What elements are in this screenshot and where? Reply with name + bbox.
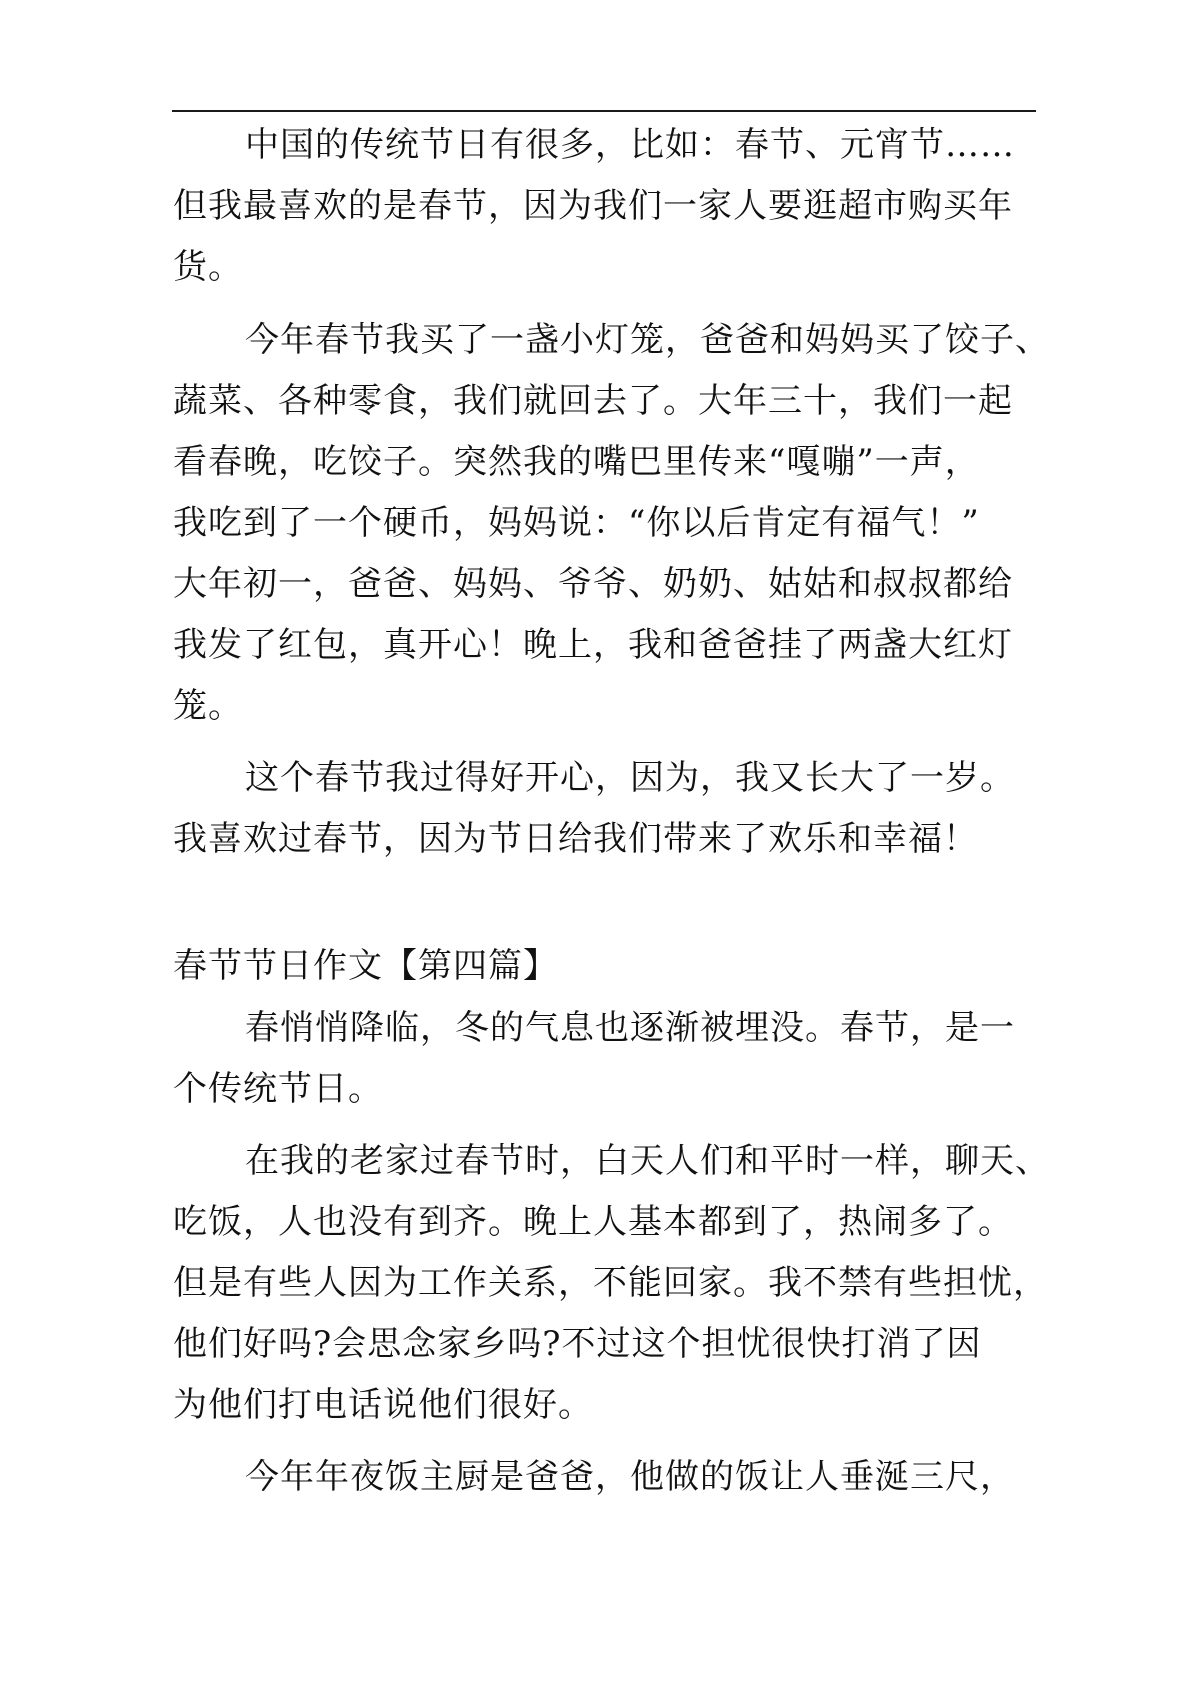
paragraph-line: 笼。 [173, 686, 243, 726]
paragraph-line: 为他们打电话说他们很好。 [173, 1385, 593, 1425]
paragraph-line: 看春晚，吃饺子。突然我的嘴巴里传来“嘎嘣”一声， [173, 442, 980, 482]
header-rule [172, 110, 1036, 112]
paragraph-line: 吃饭，人也没有到齐。晚上人基本都到了，热闹多了。 [173, 1202, 1013, 1242]
paragraph-line: 在我的老家过春节时，白天人们和平时一样，聊天、 [245, 1141, 1050, 1181]
paragraph-line: 他们好吗?会思念家乡吗?不过这个担忧很快打消了因 [173, 1324, 982, 1364]
paragraph-line: 今年年夜饭主厨是爸爸，他做的饭让人垂涎三尺， [245, 1457, 1015, 1497]
paragraph-line: 这个春节我过得好开心，因为，我又长大了一岁。 [245, 758, 1015, 798]
paragraph-line: 但我最喜欢的是春节，因为我们一家人要逛超市购买年 [173, 186, 1013, 226]
paragraph-line: 我喜欢过春节，因为节日给我们带来了欢乐和幸福！ [173, 819, 978, 859]
paragraph-line: 中国的传统节日有很多，比如：春节、元宵节…… [245, 125, 1015, 165]
paragraph-line: 蔬菜、各种零食，我们就回去了。大年三十，我们一起 [173, 381, 1013, 421]
paragraph-line: 春悄悄降临，冬的气息也逐渐被埋没。春节，是一 [245, 1008, 1015, 1048]
paragraph-line: 但是有些人因为工作关系，不能回家。我不禁有些担忧， [173, 1263, 1048, 1303]
paragraph-line: 货。 [173, 247, 243, 287]
paragraph-line: 今年春节我买了一盏小灯笼，爸爸和妈妈买了饺子、 [245, 320, 1050, 360]
paragraph-line: 我发了红包，真开心！晚上，我和爸爸挂了两盏大红灯 [173, 625, 1013, 665]
paragraph-line: 我吃到了一个硬币，妈妈说：“你以后肯定有福气！” [173, 503, 980, 543]
paragraph-line: 个传统节日。 [173, 1069, 383, 1109]
section-heading: 春节节日作文【第四篇】 [173, 946, 558, 986]
paragraph-line: 大年初一，爸爸、妈妈、爷爷、奶奶、姑姑和叔叔都给 [173, 564, 1013, 604]
